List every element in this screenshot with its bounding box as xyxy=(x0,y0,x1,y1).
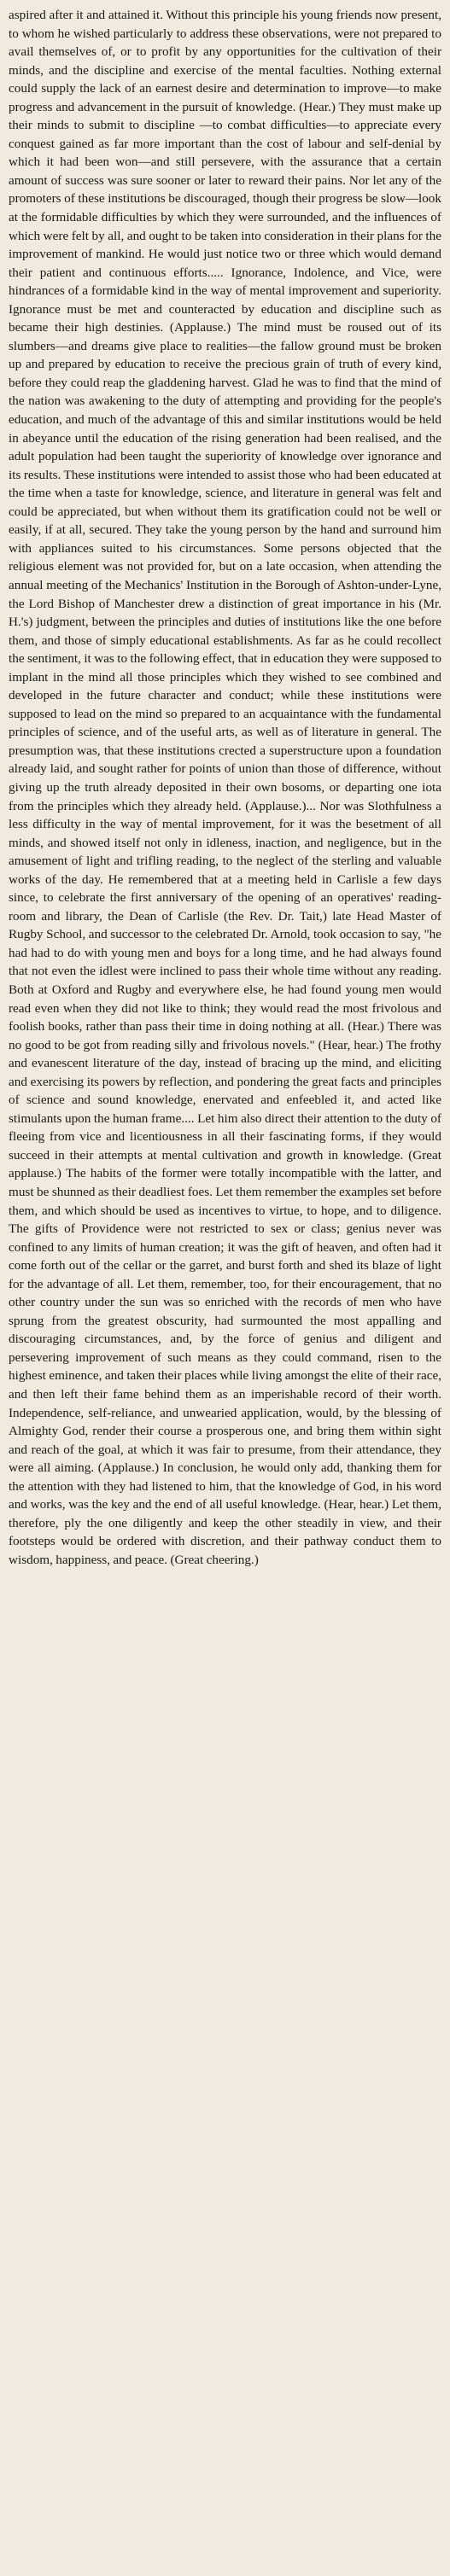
article-column xyxy=(9,6,441,1569)
article-body-text: aspired after it and attained it. Without this principle his young friends now present, to whom he wished particularly to address these observations, were not prepared to avail themselves of, or to profit by any opportunities for the cultivation of their minds, and the discipline and exercise of the mental faculties. Nothing external could supply the lack of an earnest desire and determination to improve—to make progress and advancement in the pursuit of knowledge. (Hear.) They must make up their minds to submit to discipline —to combat difficulties—to appreciate every conquest gained as far more important than the cost of labour and self-denial by which it had been won—and still persevere, with the assurance that a certain amount of success was sure sooner or later to reward their pains. Nor let any of the promoters of these institutions be discouraged, though their progress be slow—look at the formidable difficulties by which they were surrounded, and the influences of which were felt by all, and ought to be taken into consideration in their plans for the improvement of mankind. He would just notice two or three which would demand their patient and continuous efforts..... Ignorance, Indolence, and Vice, were hindrances of a formidable kind in the way of mental improvement and superiority. Ignorance must be met and counteracted by education and discipline such as became their high destinies. (Applause.) The mind must be roused out of its slumbers—and dreams give place to realities—the fallow ground must be broken up and prepared by education to receive the precious grain of truth of every kind, before they could reap the gladdening harvest. Glad he was to find that the mind of the nation was awakening to the duty of attempting and providing for the people's education, and much of the advantage of this and similar institutions would be held in abeyance until the education of the rising generation had been realised, and the adult population had been taught the superiority of knowledge over ignorance and its results. These institutions were intended to assist those who had been educated at the time when a taste for knowledge, science, and literature in general was felt and could be appreciated, but when without them its gratification could not be well or easily, if at all, secured. They take the young person by the hand and surround him with appliances suited to his circumstances. Some persons objected that the religious element was not provided for, but on a late occasion, when attending the annual meeting of the Mechanics' Institution in the Borough of Ashton-under-Lyne, the Lord Bishop of Manchester drew a distinction of great importance in his (Mr. H.'s) judgment, between the principles and duties of institutions like the one before them, and those of simply educational establishments. As far as he could recollect the sentiment, it was to the following effect, that in education they were supposed to implant in the mind all those principles which they wished to see combined and developed in the future character and conduct; while these institutions were supposed to lead on the mind so prepared to an acquaintance with the fundamental principles of science, and of the useful arts, as well as of literature in general. The presumption was, that these institutions crected a superstructure upon a foundation already laid, and sought rather for points of union than those of difference, without giving up the truth already deposited in their own bosoms, or departing one iota from the principles which they already held. (Applause.)... Nor was Slothfulness a less difficulty in the way of mental improvement, for it was the besetment of all minds, and showed itself not only in idleness, inaction, and negligence, but in the amusement of light and trifling reading, to the neglect of the sterling and valuable works of the day. He remembered that at a meeting held in Carlisle a few days since, to celebrate the first anniversary of the opening of an operatives' reading-room and library, the Dean of Carlisle (the Rev. Dr. Tait,) late Head Master of Rugby School, and successor to the celebrated Dr. Arnold, took occasion to say, "he had had to do with young men and boys for a long time, and he had always found that not even the idlest were inclined to pass their whole time without any reading. Both at Oxford and Rugby and everywhere else, he had found young men would read even when they did not like to think; they would read the most frivolous and foolish books, rather than pass their time in doing nothing at all. (Hear.) There was no good to be got from reading silly and frivolous novels." (Hear, hear.) The frothy and evanescent literature of the day, instead of bracing up the mind, and eliciting and exercising its powers by reflection, and pondering the great facts and principles of science and sound knowledge, enervated and enfeebled it, and acted like stimulants upon the human frame.... Let him also direct their attention to the duty of fleeing from vice and licentiousness in all their fascinating forms, if they would succeed in their attempts at mental cultivation and growth in knowledge. (Great applause.) The habits of the former were totally incompatible with the latter, and must be shunned as their deadliest foes. Let them remember the examples set before them, and which should be used as incentives to virtue, to hope, and to diligence. The gifts of Providence were not restricted to sex or class; genius never was confined to any limits of human creation; it was the gift of heaven, and often had it come forth out of the cellar or the garret, and burst forth and shed its blaze of light for the advantage of all. Let them, remember, too, for their encouragement, that no other country under the sun was so enriched with the records of men who have sprung from the greatest obscurity, had surmounted the most appalling and discouraging circumstances, and, by the force of genius and diligent and persevering improvement of such means as they could command, risen to the highest eminence, and taken their places while living amongst the elite of their race, and then left their fame behind them as an imperishable record of their worth. Independence, self-reliance, and unwearied application, would, by the blessing of Almighty God, render their course a prosperous one, and bring them within sight and reach of the goal, at which it was fair to presume, from their attendance, they were all aiming. (Applause.) In conclusion, he would only add, thanking them for the attention with they had listened to him, that the knowledge of God, in his word and works, was the key and the end of all useful knowledge. (Hear, hear.) Let them, therefore, ply the one diligently and keep the other steadily in view, and their footsteps would be ordered with discretion, and their pathway conduct them to wisdom, happiness, and peace. (Great cheering.) xyxy=(9,8,441,1567)
